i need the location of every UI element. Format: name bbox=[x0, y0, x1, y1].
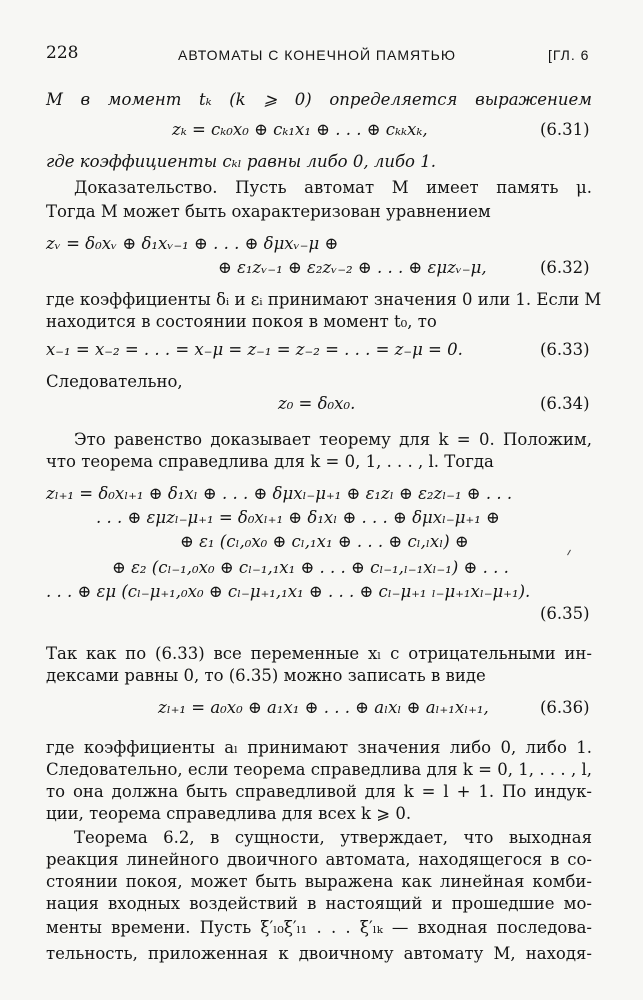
text-line: что теорема справедлива для k = 0, 1, . . . , l. Тогда bbox=[46, 452, 494, 471]
text-line: где коэффициенты aₗ принимают значения либо 0, либо 1. bbox=[46, 738, 592, 757]
running-title: АВТОМАТЫ С КОНЕЧНОЙ ПАМЯТЬЮ bbox=[178, 47, 456, 63]
stray-mark bbox=[567, 550, 571, 556]
equation-6-35-line2: . . . ⊕ εμzₗ₋μ₊₁ = δ₀xₗ₊₁ ⊕ δ₁xₗ ⊕ . . . ⊕ δμxₗ₋μ₊₁ ⊕ bbox=[96, 508, 500, 527]
text-line: где коэффициенты cₖₗ равны либо 0, либо 1. bbox=[46, 152, 436, 171]
equation-6-35-line3: ⊕ ε₁ (cₗ,₀x₀ ⊕ cₗ,₁x₁ ⊕ . . . ⊕ cₗ,ₗxₗ) ⊕ bbox=[180, 532, 469, 551]
text-line: находится в состоянии покоя в момент t₀, то bbox=[46, 312, 437, 331]
text-line: Так как по (6.33) все переменные xₗ с отрицательными ин- bbox=[46, 644, 592, 663]
equation-number: (6.34) bbox=[540, 394, 590, 413]
equation-number: (6.32) bbox=[540, 258, 590, 277]
text-line: реакция линейного двоичного автомата, находящегося в со- bbox=[46, 850, 592, 869]
equation-6-33: x₋₁ = x₋₂ = . . . = x₋μ = z₋₁ = z₋₂ = . . . = z₋μ = 0. bbox=[46, 340, 463, 359]
page-number: 228 bbox=[46, 43, 79, 63]
equation-6-31: zₖ = cₖ₀x₀ ⊕ cₖ₁x₁ ⊕ . . . ⊕ cₖₖxₖ, bbox=[172, 120, 428, 139]
text-line: где коэффициенты δᵢ и εᵢ принимают значения 0 или 1. Если M bbox=[46, 290, 602, 309]
text-line: нация входных воздействий в настоящий и прошедшие мо- bbox=[46, 894, 592, 913]
text-line: тельность, приложенная к двоичному автомату M, находя- bbox=[46, 944, 592, 963]
equation-6-34: z₀ = δ₀x₀. bbox=[278, 394, 356, 413]
equation-number: (6.33) bbox=[540, 340, 590, 359]
equation-number: (6.36) bbox=[540, 698, 590, 717]
equation-6-36: zₗ₊₁ = a₀x₀ ⊕ a₁x₁ ⊕ . . . ⊕ aₗxₗ ⊕ aₗ₊₁xₗ₊₁, bbox=[158, 698, 489, 717]
equation-6-32-line2: ⊕ ε₁zᵥ₋₁ ⊕ ε₂zᵥ₋₂ ⊕ . . . ⊕ εμzᵥ₋μ, bbox=[218, 258, 487, 277]
equation-number: (6.35) bbox=[540, 604, 590, 623]
equation-6-35-line1: zₗ₊₁ = δ₀xₗ₊₁ ⊕ δ₁xₗ ⊕ . . . ⊕ δμxₗ₋μ₊₁ ⊕ ε₁zₗ ⊕ ε₂zₗ₋₁ ⊕ . . . bbox=[46, 484, 513, 503]
text-line: ции, теорема справедлива для всех k ⩾ 0. bbox=[46, 804, 412, 823]
text-line: Теорема 6.2, в сущности, утверждает, что выходная bbox=[74, 828, 592, 847]
text-line: Следовательно, bbox=[46, 372, 183, 391]
text-line: Тогда M может быть охарактеризован уравнением bbox=[46, 202, 491, 221]
chapter-label: [ГЛ. 6 bbox=[548, 47, 590, 63]
text-line: Следовательно, если теорема справедлива для k = 0, 1, . . . , l, bbox=[46, 760, 592, 779]
text-line: то она должна быть справедливой для k = l + 1. По индук- bbox=[46, 782, 592, 801]
text-line: Доказательство. Пусть автомат M имеет память μ. bbox=[74, 178, 592, 197]
text-line: стоянии покоя, может быть выражена как линейная комби- bbox=[46, 872, 592, 891]
equation-number: (6.31) bbox=[540, 120, 590, 139]
text-line: менты времени. Пусть ξ′ₗ₀ξ′ₗ₁ . . . ξ′ₗₖ — входная последова- bbox=[46, 918, 592, 937]
text-line: M в момент tₖ (k ⩾ 0) определяется выражением bbox=[46, 90, 592, 109]
text-line: дексами равны 0, то (6.35) можно записать в виде bbox=[46, 666, 486, 685]
equation-6-35-line4: ⊕ ε₂ (cₗ₋₁,₀x₀ ⊕ cₗ₋₁,₁x₁ ⊕ . . . ⊕ cₗ₋₁,ₗ₋₁xₗ₋₁) ⊕ . . . bbox=[112, 558, 509, 577]
text-line: Это равенство доказывает теорему для k = 0. Положим, bbox=[74, 430, 592, 449]
equation-6-32-line1: zᵥ = δ₀xᵥ ⊕ δ₁xᵥ₋₁ ⊕ . . . ⊕ δμxᵥ₋μ ⊕ bbox=[46, 234, 339, 253]
equation-6-35-line5: . . . ⊕ εμ (cₗ₋μ₊₁,₀x₀ ⊕ cₗ₋μ₊₁,₁x₁ ⊕ . . . ⊕ cₗ₋μ₊₁ ₗ₋μ₊₁xₗ₋μ₊₁). bbox=[46, 582, 531, 601]
